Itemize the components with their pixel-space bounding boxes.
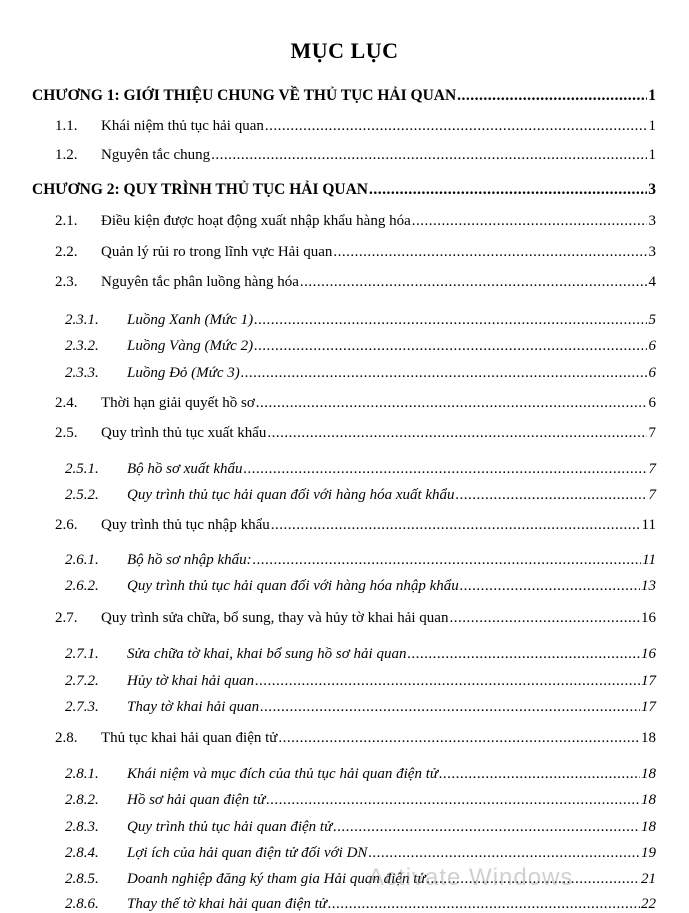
toc-page: 3 — [648, 213, 656, 229]
toc-title: Luồng Vàng (Mức 2) — [127, 338, 254, 354]
toc-page: 5 — [648, 312, 656, 328]
toc-number: 2.6.1. — [65, 552, 99, 568]
dot-leader — [266, 791, 640, 809]
dot-leader — [368, 844, 640, 862]
dot-leader — [256, 394, 647, 412]
dot-leader — [328, 895, 640, 913]
toc-title: Bộ hồ sơ nhập khẩu: — [127, 552, 252, 568]
toc-title: Quy trình thủ tục xuất khẩu — [101, 425, 267, 441]
toc-subentry[interactable] — [65, 818, 656, 836]
toc-number: 2.8.5. — [65, 871, 99, 887]
toc-subentry[interactable] — [65, 672, 656, 690]
toc-number: 1.2. — [55, 147, 78, 163]
toc-page: 16 — [641, 646, 656, 662]
dot-leader — [333, 243, 647, 261]
toc-page: 17 — [641, 699, 656, 715]
toc-subentry[interactable] — [65, 577, 656, 595]
toc-number: 2.8.1. — [65, 766, 99, 782]
toc-number: 2.5.2. — [65, 487, 99, 503]
toc-title: Quy trình thủ tục hải quan điện tử — [127, 819, 333, 835]
toc-page: 6 — [648, 365, 656, 381]
toc-number: 2.3.3. — [65, 365, 99, 381]
toc-title: Lợi ích của hải quan điện tử đối với DN — [127, 845, 368, 861]
dot-leader — [255, 672, 640, 690]
toc-page: 11 — [641, 517, 656, 533]
toc-page: 7 — [648, 461, 656, 477]
dot-leader — [267, 424, 647, 442]
toc-chapter-1[interactable] — [32, 87, 656, 105]
toc-page: 18 — [641, 730, 656, 746]
dot-leader — [278, 729, 640, 747]
dot-leader — [253, 551, 641, 569]
toc-page: 17 — [641, 673, 656, 689]
toc-entry[interactable] — [55, 146, 656, 164]
toc-chapter-2[interactable] — [32, 181, 656, 199]
toc-number: 2.6.2. — [65, 578, 99, 594]
toc-page: 13 — [641, 578, 656, 594]
toc-title: CHƯƠNG 2: QUY TRÌNH THỦ TỤC HẢI QUAN — [32, 181, 369, 198]
toc-entry[interactable] — [55, 729, 656, 747]
toc-title: Luồng Đỏ (Mức 3) — [127, 365, 240, 381]
dot-leader — [369, 181, 647, 199]
toc-number: 2.8.3. — [65, 819, 99, 835]
toc-page: 7 — [648, 487, 656, 503]
toc-title: Thay tờ khai hải quan — [127, 699, 260, 715]
toc-number: 2.7.2. — [65, 673, 99, 689]
toc-page: 6 — [648, 338, 656, 354]
toc-number: 2.8. — [55, 730, 78, 746]
toc-page: 22 — [641, 896, 656, 912]
toc-page: 1 — [648, 147, 656, 163]
toc-entry[interactable] — [55, 117, 656, 135]
toc-subentry[interactable] — [65, 698, 656, 716]
toc-title: Quy trình thủ tục hải quan đối với hàng hóa xuất khẩu — [127, 487, 455, 503]
toc-title: Nguyên tắc phân luồng hàng hóa — [101, 274, 299, 290]
toc-number: 2.7.1. — [65, 646, 99, 662]
toc-number: 2.1. — [55, 213, 78, 229]
toc-title: Quy trình thủ tục hải quan đối với hàng hóa nhập khẩu — [127, 578, 459, 594]
toc-subentry[interactable] — [65, 645, 656, 663]
toc-number: 2.3. — [55, 274, 78, 290]
dot-leader — [333, 818, 640, 836]
toc-number: 2.7.3. — [65, 699, 99, 715]
toc-page: 4 — [648, 274, 656, 290]
toc-page: 11 — [642, 552, 656, 568]
toc-title: Luồng Xanh (Mức 1) — [127, 312, 254, 328]
toc-title: Hồ sơ hải quan điện tử — [127, 792, 266, 808]
toc-title: Nguyên tắc chung — [101, 147, 211, 163]
dot-leader — [460, 577, 640, 595]
toc-title: Quy trình thủ tục nhập khẩu — [101, 517, 270, 533]
dot-leader — [244, 460, 648, 478]
toc-subentry-partial[interactable] — [65, 895, 656, 913]
toc-entry[interactable] — [55, 424, 656, 442]
dot-leader — [449, 609, 640, 627]
toc-title: CHƯƠNG 1: GIỚI THIỆU CHUNG VỀ THỦ TỤC HẢI QUAN — [32, 87, 457, 104]
dot-leader — [211, 146, 647, 164]
toc-title: Doanh nghiệp đăng ký tham gia Hải quan điện tử — [127, 871, 426, 887]
toc-number: 2.3.1. — [65, 312, 99, 328]
toc-subentry[interactable] — [65, 460, 656, 478]
dot-leader — [254, 311, 647, 329]
toc-subentry[interactable] — [65, 311, 656, 329]
toc-number: 2.6. — [55, 517, 78, 533]
toc-number: 2.3.2. — [65, 338, 99, 354]
toc-title: Quản lý rủi ro trong lĩnh vực Hải quan — [101, 244, 333, 260]
toc-title: Bộ hồ sơ xuất khẩu — [127, 461, 243, 477]
toc-entry[interactable] — [55, 516, 656, 534]
toc-entry[interactable] — [55, 609, 656, 627]
toc-title: Khái niệm thủ tục hải quan — [101, 118, 264, 134]
dot-leader — [260, 698, 640, 716]
page-title: MỤC LỤC — [290, 38, 399, 63]
toc-page: 18 — [641, 792, 656, 808]
toc-title: Thủ tục khai hải quan điện tử — [101, 730, 278, 746]
toc-page: 1 — [648, 118, 656, 134]
toc-page: 1 — [648, 87, 656, 104]
toc-page: 18 — [641, 766, 656, 782]
toc-title: Sửa chữa tờ khai, khai bổ sung hồ sơ hải quan — [127, 646, 407, 662]
toc-page: 3 — [648, 244, 656, 260]
dot-leader — [412, 212, 647, 230]
dot-leader — [271, 516, 641, 534]
dot-leader — [254, 337, 647, 355]
dot-leader — [265, 117, 647, 135]
dot-leader — [241, 364, 647, 382]
dot-leader — [407, 645, 640, 663]
toc-number: 2.4. — [55, 395, 78, 411]
toc-number: 2.5.1. — [65, 461, 99, 477]
toc-entry[interactable] — [55, 394, 656, 412]
toc-page: 16 — [641, 610, 656, 626]
toc-number: 2.5. — [55, 425, 78, 441]
activation-watermark: Activate Windows — [368, 864, 574, 891]
dot-leader — [457, 87, 647, 105]
toc-entry[interactable] — [55, 243, 656, 261]
toc-subentry[interactable] — [65, 765, 656, 783]
toc-title: Quy trình sửa chữa, bổ sung, thay và hủy tờ khai hải quan — [101, 610, 449, 626]
toc-title: Điều kiện được hoạt động xuất nhập khẩu hàng hóa — [101, 213, 411, 229]
dot-leader — [439, 765, 640, 783]
toc-entry[interactable] — [55, 212, 656, 230]
toc-number: 2.7. — [55, 610, 78, 626]
toc-title: Hủy tờ khai hải quan — [127, 673, 255, 689]
toc-number: 2.2. — [55, 244, 78, 260]
toc-title: Thời hạn giải quyết hồ sơ — [101, 395, 255, 411]
toc-page: 6 — [648, 395, 656, 411]
toc-subentry[interactable] — [65, 791, 656, 809]
toc-subentry[interactable] — [65, 486, 656, 504]
toc-number: 1.1. — [55, 118, 78, 134]
toc-page: 21 — [641, 871, 656, 887]
toc-subentry[interactable] — [65, 551, 656, 569]
toc-number: 2.8.2. — [65, 792, 99, 808]
toc-page: 3 — [648, 181, 656, 198]
toc-page: 7 — [648, 425, 656, 441]
toc-subentry[interactable] — [65, 364, 656, 382]
toc-subentry[interactable] — [65, 337, 656, 355]
toc-page: 19 — [641, 845, 656, 861]
toc-title: Khái niệm và mục đích của thủ tục hải quan điện tử — [127, 766, 439, 782]
dot-leader — [300, 273, 647, 291]
dot-leader — [456, 486, 647, 504]
toc-entry[interactable] — [55, 273, 656, 291]
toc-title: Thay thế tờ khai hải quan điện tử — [127, 896, 327, 912]
toc-number: 2.8.6. — [65, 896, 99, 912]
toc-number: 2.8.4. — [65, 845, 99, 861]
toc-page: 18 — [641, 819, 656, 835]
toc-subentry[interactable] — [65, 844, 656, 862]
